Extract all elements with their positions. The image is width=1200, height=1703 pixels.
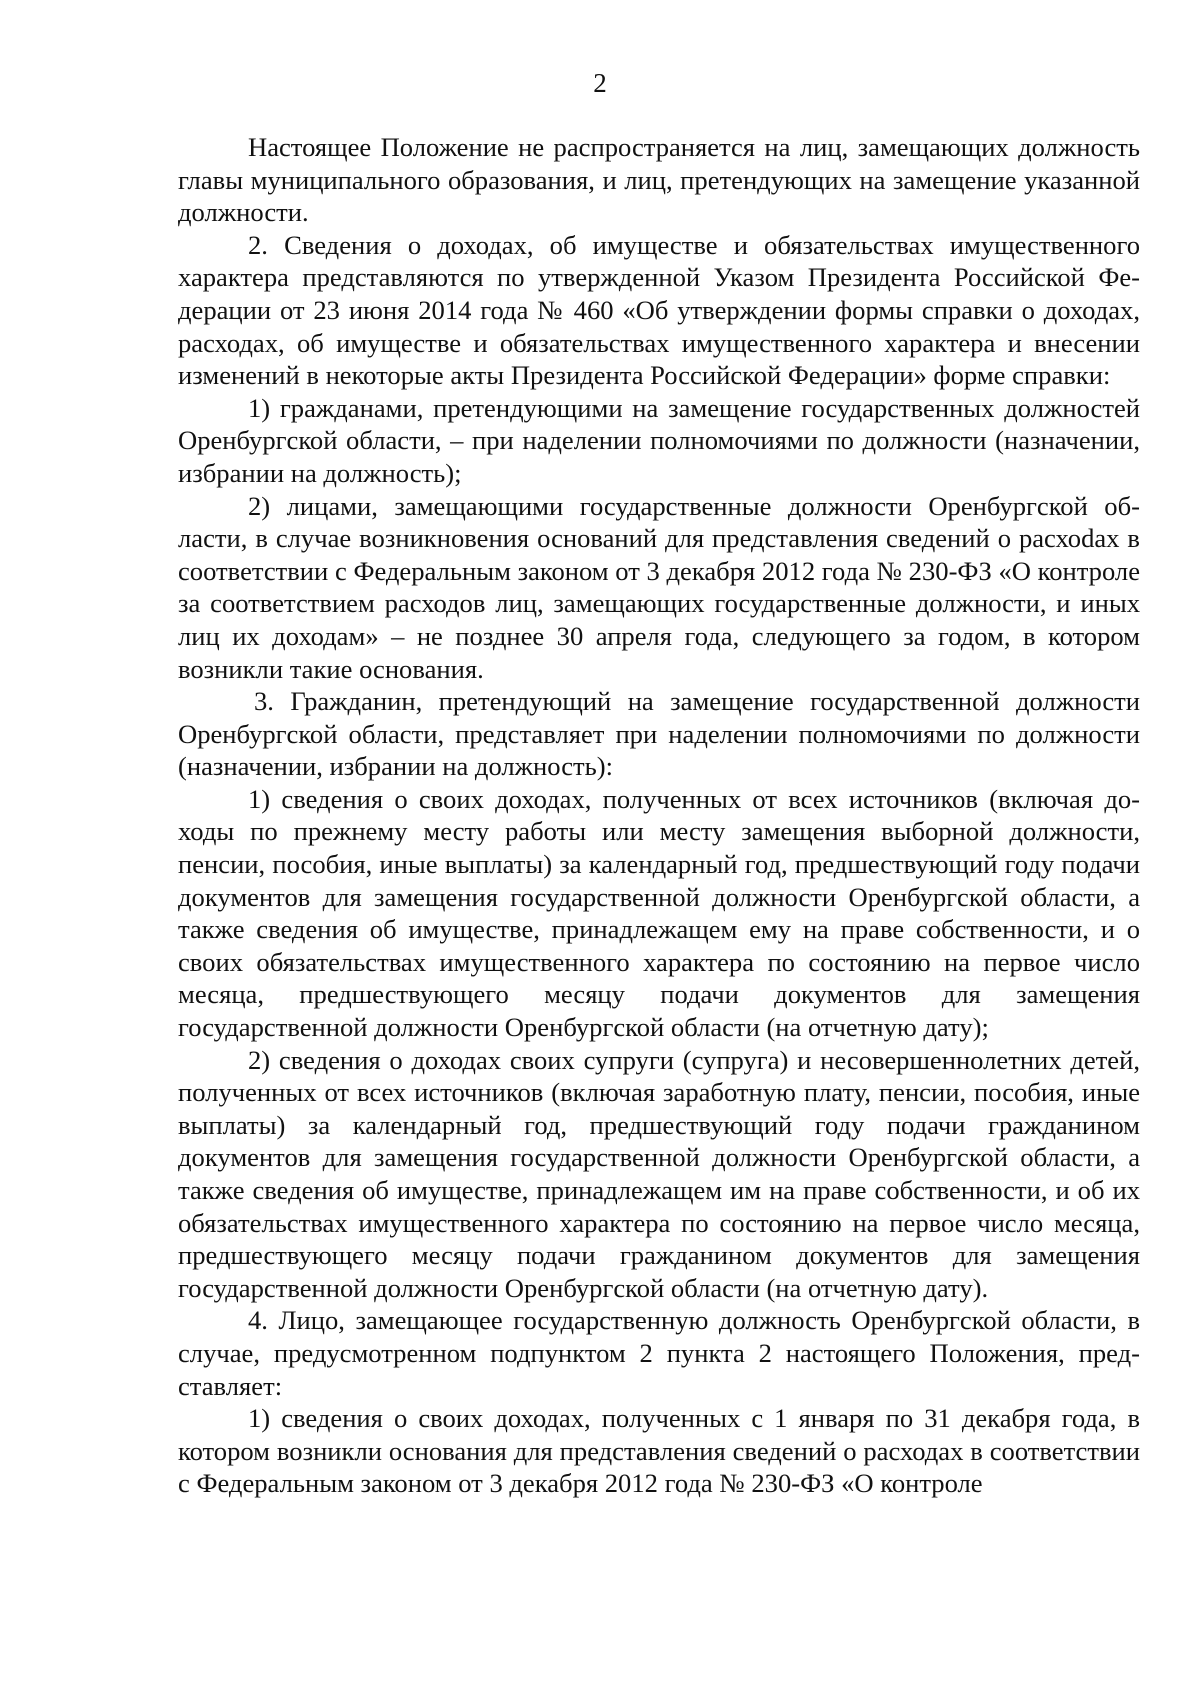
paragraph-section-4: 4. Лицо, замещающее государственную должность Оренбургской области, в случае, предусмотренном подпунктом 2 пункта 2 настоящего Положения, представляет:	[178, 1305, 1140, 1401]
paragraph-section-3-item-2: 2) сведения о доходах своих супруги (супруга) и несовершеннолетних детей, полученных от всех источников (включая заработную плату, пенсии, пособия, иные выплаты) за календарный год, предшествующий году подачи гражданином документов для замещения государственной должности Оренбургской области, а также сведения об имуществе, принадлежащем им на праве собственности, и об их обязательствах имущественного характера по состоянию на первое число месяца, предшествующего месяцу подачи гражданином документов для замещения государственной должности Оренбургской области (на отчетную дату).	[178, 1044, 1140, 1303]
paragraph-intro: Настоящее Положение не распространяется на лиц, замещающих должность главы муниципального образования, и лиц, претендующих на замещение указанной должности.	[178, 132, 1140, 228]
page-number: 2	[593, 68, 607, 98]
paragraph-section-4-item-1: 1) сведения о своих доходах, полученных с 1 января по 31 декабря года, в котором возникли основания для представления сведений о расходах в соответствии с Федеральным законом от 3 декабря 2012 года № 230-ФЗ «О контроле	[178, 1403, 1140, 1499]
paragraph-section-3-item-1: 1) сведения о своих доходах, полученных от всех источников (включая доходы по прежнему месту работы или месту замещения выборной должности, пенсии, пособия, иные выплаты) за календарный год, предшествующий году подачи документов для замещения государственной должности Оренбургской области, а также сведения об имуществе, принадлежащем ему на праве собственности, и о своих обязательствах имущественного характера по состоянию на первое число месяца, предшествующего месяцу подачи документов для замещения государственной должности Оренбургской области (на отчетную дату);	[178, 783, 1140, 1043]
paragraph-section-2-item-2: 2) лицами, замещающими государственные должности Оренбургской области, в случае возникновения оснований для представления сведений о расхоdах в соответствии с Федеральным законом от 3 декабря 2012 года № 230-ФЗ «О контроле за соответствием расходов лиц, замещающих государственные должности, и иных лиц их доходам» – не позднее 30 апреля года, следующего за годом, в котором возникли такие основания.	[178, 490, 1140, 684]
document-body	[178, 131, 1140, 1500]
paragraph-section-3: 3. Гражданин, претендующий на замещение государственной должности Оренбургской области, представляет при наделении полномочиями по должности (назначении, избрании на должность):	[178, 686, 1140, 782]
paragraph-section-2: 2. Сведения о доходах, об имуществе и обязательствах имущественного характера представляются по утвержденной Указом Президента Российской Федерации от 23 июня 2014 года № 460 «Об утверждении формы справки о доходах, расходах, об имуществе и обязательствах имущественного характера и внесении изменений в некоторые акты Президента Российской Федерации» форме справки:	[178, 229, 1140, 391]
paragraph-section-2-item-1: 1) гражданами, претендующими на замещение государственных должностей Оренбургской области, – при наделении полномочиями по должности (назначении, избрании на должность);	[178, 392, 1140, 488]
